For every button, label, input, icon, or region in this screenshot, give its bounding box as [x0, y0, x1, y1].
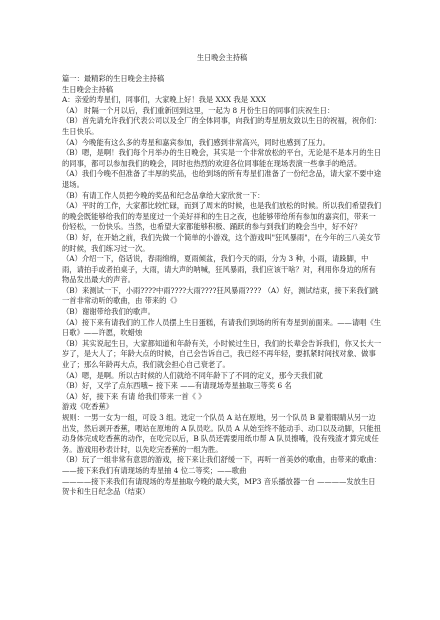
- paragraph: （B）好，又学了点东西哦~ 接下来 ——有请现场寿星抽取三等奖 6 名: [62, 381, 292, 391]
- paragraph: （B）来测试一下，小雨????中雨????大雨????狂风暴雨???? （A）好，测试结束，接下来我们跳一首非常动听的歌曲，由 带来的《》: [62, 285, 379, 306]
- paragraph: （A）今晚能有这么多的寿星和嘉宾参加，我们感到非常高兴，同时也感到了压力。: [62, 137, 330, 147]
- paragraph: （A）嗯，是啊。所以古时候的人们就给不同年龄下了不同的定义，那今天我们就: [62, 370, 323, 380]
- paragraph: （B）首先请允许我们代表公司以及全厂的全体同事，向我们的寿星朋友致以生日的祝福，祝你们：生日快乐。: [62, 116, 382, 136]
- paragraph: （B）好，在开始之前，我们先做一个简单的小游戏，这个游戏叫"狂风暴雨"，在今年的三八美女节的时候，我们练习过一次。: [62, 232, 381, 253]
- paragraph: ————接下来我们有请现场的寿星抽取今晚的最大奖，MP3 音乐播放器一台 ————发放生日贺卡和生日纪念品（结束）: [62, 476, 376, 497]
- paragraph: （B）嗯，是啊！我们每个月举办的生日晚会，其实是一个非常放松的平台，无论是不是本月的生日的同事，都可以参加我们的晚会，同时也热烈的欢迎各位同事能在现场表演一些拿手的绝活。: [62, 148, 382, 168]
- paragraph: （B）玩了一组非常有意思的游戏，接下来让我们舒缓一下，再听一首美妙的歌曲，由带来的歌曲：——接下来我们有请现场的寿星抽 4 位二等奖；——歌曲: [62, 455, 382, 475]
- paragraph: （A）好，接下来 有请 给我们带来一首《 》: [62, 391, 206, 401]
- paragraph: 规则：一男一女为一组，可设 3 组。选定一个队员 A 站在原地，另一个队员 B 蒙着眼睛从另一边出发，然后剥开香蕉，喂站在原地的 A 队员吃。队员 A 从始至终不能动手、动口以及动脚，只能扭动身体完成吃香蕉的动作，在吃完以后，B 队员还需要用纸巾帮 A 队员擦嘴，没有残渣才算完成任务。游戏用秒表计时，以先吃完香蕉的一组为胜。: [62, 413, 381, 454]
- game-heading: 游戏《吃香蕉》: [62, 402, 114, 412]
- paragraph: （A）接下来有请我们的工作人员摆上生日蛋糕，有请我们到场的所有寿星到前面来。——请唱《生日歌》——许愿，吹蜡烛: [62, 317, 382, 338]
- paragraph: （A）平时的工作，大家都比较忙碌，而到了周末的时候，也是我们放松的时候。所以我们希望我们的晚会既能够给我们的寿星度过一个美好祥和的生日之夜，也能够带给所有参加的嘉宾们，带来一份轻松，一份快乐。当然，也希望大家都能够积极、踊跃的参与到我们的晚会当中，好不好？: [62, 201, 382, 232]
- paragraph: A：亲爱的寿星们，同事们，大家晚上好！我是 XXX 我是 XXX: [62, 95, 266, 105]
- paragraph: （A）我们今晚不但准备了丰厚的奖品，也给到场的所有寿星们准备了一份纪念品，请大家不要中途退场。: [62, 169, 382, 189]
- paragraph: （B）谢谢带给我们的歌声。: [62, 307, 155, 317]
- paragraph: （A）介绍一下，俗话说，春雨绵绵，夏雨倾盆，我们今天的雨，分为 3 种，小雨，请跺脚，中雨，请拍手或者拍桌子，大雨，请大声的呐喊，狂风暴雨，我们应该干啥？对，利用你身边的所有物品发出最大的声音。: [62, 254, 376, 285]
- paragraph: （A） 时隔一个月以后，我们重新回到这里，一起为 8 月份生日的同事们庆祝生日：: [62, 105, 335, 115]
- section-heading: 篇一：最精彩的生日晚会主持稿: [62, 74, 165, 83]
- paragraph: （B）有请工作人员把今晚的奖品和纪念品拿给大家欣赏一下：: [62, 190, 265, 200]
- document-body: [62, 74, 382, 498]
- document-title: 生日晚会主持稿: [196, 53, 248, 62]
- paragraph: （B）其实说起生日，大家都知道和年龄有关，小时候过生日，我们的长辈会告诉我们，你又长大一岁了，是大人了；年龄大点的时候，自己会告诉自己，我已经不再年轻，要抓紧时间找对象、做事业了；那么年龄再大点，我们就会担心自己衰老了。: [62, 338, 382, 370]
- subheading: 生日晚会主持稿: [62, 84, 114, 94]
